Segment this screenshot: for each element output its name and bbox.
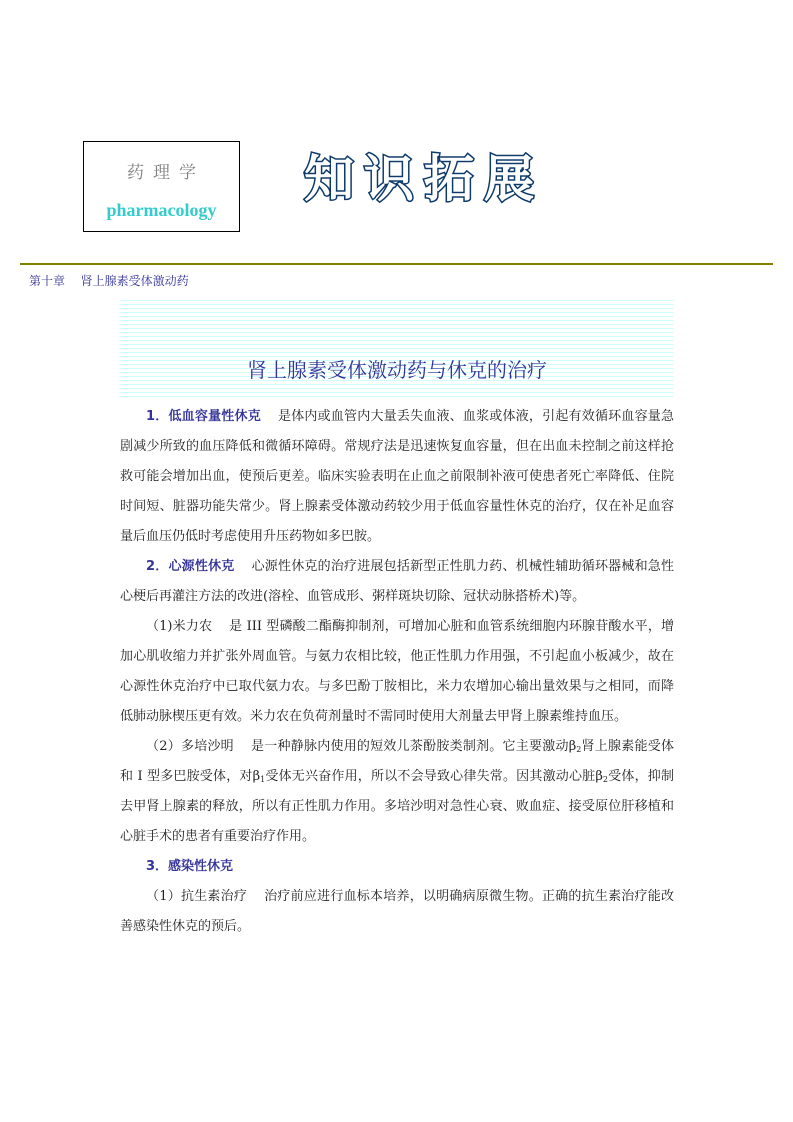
section-3-paragraph [120, 852, 674, 882]
item-body-text: 受体，抑制去甲肾上腺素的释放，所以有正性肌力作用。多培沙明对急性心衰、败血症、接受原位肝移植和心脏手术的患者有重要治疗作用。 [120, 769, 674, 844]
document-body [120, 402, 674, 942]
item-label-dopexamine: （2）多培沙明 [146, 739, 234, 754]
section-1-body: 是体内或血管内大量丢失血液、血浆或体液，引起有效循环血容量急剧减少所致的血压降低和微循环障碍。常规疗法是迅速恢复血容量，但在出血未控制之前这样抢救可能会增加出血，使预后更差。临床实验表明在止血之前限制补液可使患者死亡率降低、住院时间短、脏器功能失常少。肾上腺素受体激动药较少用于低血容量性休克的治疗，仅在补足血容量后血压仍低时考虑使用升压药物如多巴胺。 [120, 409, 674, 544]
item-body-milrinone: 是 III 型磷酸二酯酶抑制剂，可增加心脏和血管系统细胞内环腺苷酸水平，增加心肌收缩力并扩张外周血管。与氨力农相比较，他正性肌力作用强，不引起血小板减少，故在心源性休克治疗中已取代氨力农。与多巴酚丁胺相比，米力农增加心输出量效果与之相同，而降低肺动脉楔压更有效。米力农在负荷剂量时不需同时使用大剂量去甲肾上腺素维持血压。 [120, 619, 674, 724]
item-body-text: 受体无兴奋作用，所以不会导致心律失常。因其激动心脏β [265, 769, 603, 784]
item-body-antibiotics: 治疗前应进行血标本培养，以明确病原微生物。正确的抗生素治疗能改善感染性休克的预后。 [120, 889, 674, 934]
section-1-heading: 1．低血容量性休克 [146, 409, 261, 424]
section-2-item-2 [120, 732, 674, 852]
section-2-item-1 [120, 612, 674, 732]
item-body-text: 是一种静脉内使用的短效儿茶酚胺类制剂。它主要激动β [250, 739, 577, 754]
chapter-name: 肾上腺素受体激动药 [80, 274, 189, 288]
header-divider [20, 263, 773, 265]
item-label-antibiotics: （1）抗生素治疗 [146, 889, 248, 904]
section-1-paragraph [120, 402, 674, 552]
item-label-milrinone: （1)米力农 [146, 619, 213, 634]
banner-title: 知识拓展 [304, 150, 544, 208]
section-3-item-1 [120, 882, 674, 942]
chapter-label: 第十章 [29, 274, 66, 288]
document-title: 肾上腺素受体激动药与休克的治疗 [247, 358, 547, 382]
item-body-text: 肾上腺素能受体和 I 型多巴胺受体，对β [120, 739, 674, 784]
subscript: 2 [602, 775, 608, 784]
section-2-paragraph [120, 552, 674, 612]
chapter-breadcrumb [29, 272, 189, 289]
section-2-body: 心源性休克的治疗进展包括新型正性肌力药、机械性辅助循环器械和急性心梗后再灌注方法的改进(溶栓、血管成形、粥样斑块切除、冠状动脉搭桥术)等。 [120, 559, 674, 604]
subscript: 2 [576, 745, 582, 754]
section-2-heading: 2．心源性休克 [146, 559, 235, 574]
subject-chinese-label: 药理学 [127, 163, 205, 183]
section-3-heading: 3．感染性休克 [146, 859, 234, 874]
subscript: 1 [260, 775, 266, 784]
subject-english-label: pharmacology [106, 200, 217, 220]
subject-box [83, 141, 240, 232]
title-band [120, 298, 674, 400]
